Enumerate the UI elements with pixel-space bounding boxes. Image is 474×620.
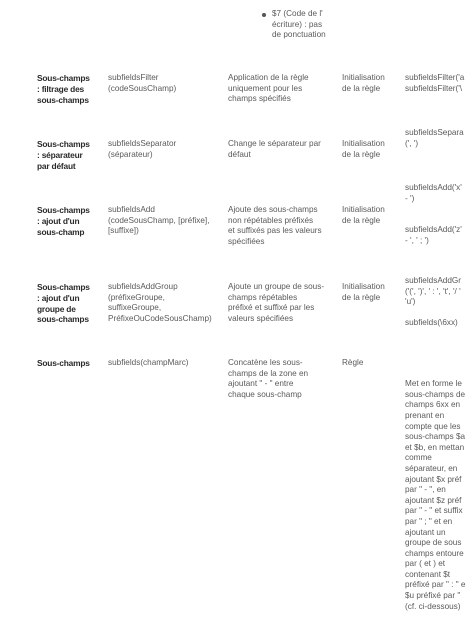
row-description-separateur: Change le séparateur par défaut <box>228 139 321 159</box>
row-syntax-separateur: subfieldsSeparator (séparateur) <box>108 139 177 159</box>
row-description-filtrage: Application de la règle uniquement pour les champs spécifiés <box>228 73 309 104</box>
row-type-filtrage: Initialisation de la règle <box>342 73 385 93</box>
row-label-separateur: Sous-champs : séparateur par défaut <box>37 139 90 171</box>
top-bullet-text: $7 (Code de l' écriture) : pas de ponctuation <box>272 9 326 40</box>
row-example-separateur: subfieldsSepara (', ') <box>405 128 464 148</box>
row-description-ajout-sous-champ: Ajoute des sous-champs non répétables préfixés et suffixés pas les valeurs spécifiées <box>228 205 322 246</box>
row-label-ajout-groupe: Sous-champs : ajout d'un groupe de sous-champs <box>37 282 90 325</box>
row-type-ajout-sous-champ: Initialisation de la règle <box>342 205 385 225</box>
bullet-dot <box>262 13 266 17</box>
row-example-filtrage: subfieldsFilter('a subfieldsFilter('\ <box>405 73 465 93</box>
row-description-ajout-groupe: Ajoute un groupe de sous- champs répétables préfixé et suffixé par les valeurs spécifiées <box>228 282 325 323</box>
row-type-ajout-groupe: Initialisation de la règle <box>342 282 385 302</box>
row-syntax-sous-champs: subfields(champMarc) <box>108 358 189 367</box>
row-type-sous-champs: Règle <box>342 358 364 367</box>
row-type-separateur: Initialisation de la règle <box>342 139 385 159</box>
row-syntax-ajout-groupe: subfieldsAddGroup (préfixeGroupe, suffixeGroupe, PréfixeOuCodeSousChamp) <box>108 282 212 323</box>
row-syntax-ajout-sous-champ: subfieldsAdd (codeSousChamp, [préfixe], [suffixe]) <box>108 205 210 236</box>
row-label-filtrage: Sous-champs : filtrage des sous-champs <box>37 73 90 105</box>
row-example-sous-champs: Met en forme le sous-champs de champs 6xx en prenant en compte que les sous-champs $a et $b, en mettan comme séparateur, en ajoutant $x préf par " - ", en ajoutant $z préf par " - " et suffix par " ; " et en ajoutant un groupe de sous champs entoure par ( et ) et contenant $t préfixé par " : " e $u préfixé par " (cf. ci-dessous) <box>405 379 466 611</box>
row-label-sous-champs: Sous-champs <box>37 358 90 368</box>
row-example-ajout-groupe: subfieldsAddGr ('(', ')', ' : ', 't', '/ ' 'u') subfields(\6xx) <box>405 276 461 328</box>
row-example-ajout-sous-champ: subfieldsAdd('x' - ') subfieldsAdd('z' - ', ' ; ') <box>405 183 462 245</box>
row-label-ajout-sous-champ: Sous-champs : ajout d'un sous-champ <box>37 205 90 237</box>
row-syntax-filtrage: subfieldsFilter (codeSousChamp) <box>108 73 177 93</box>
row-description-sous-champs: Concatène les sous- champs de la zone en ajoutant " - " entre chaque sous-champ <box>228 358 309 399</box>
